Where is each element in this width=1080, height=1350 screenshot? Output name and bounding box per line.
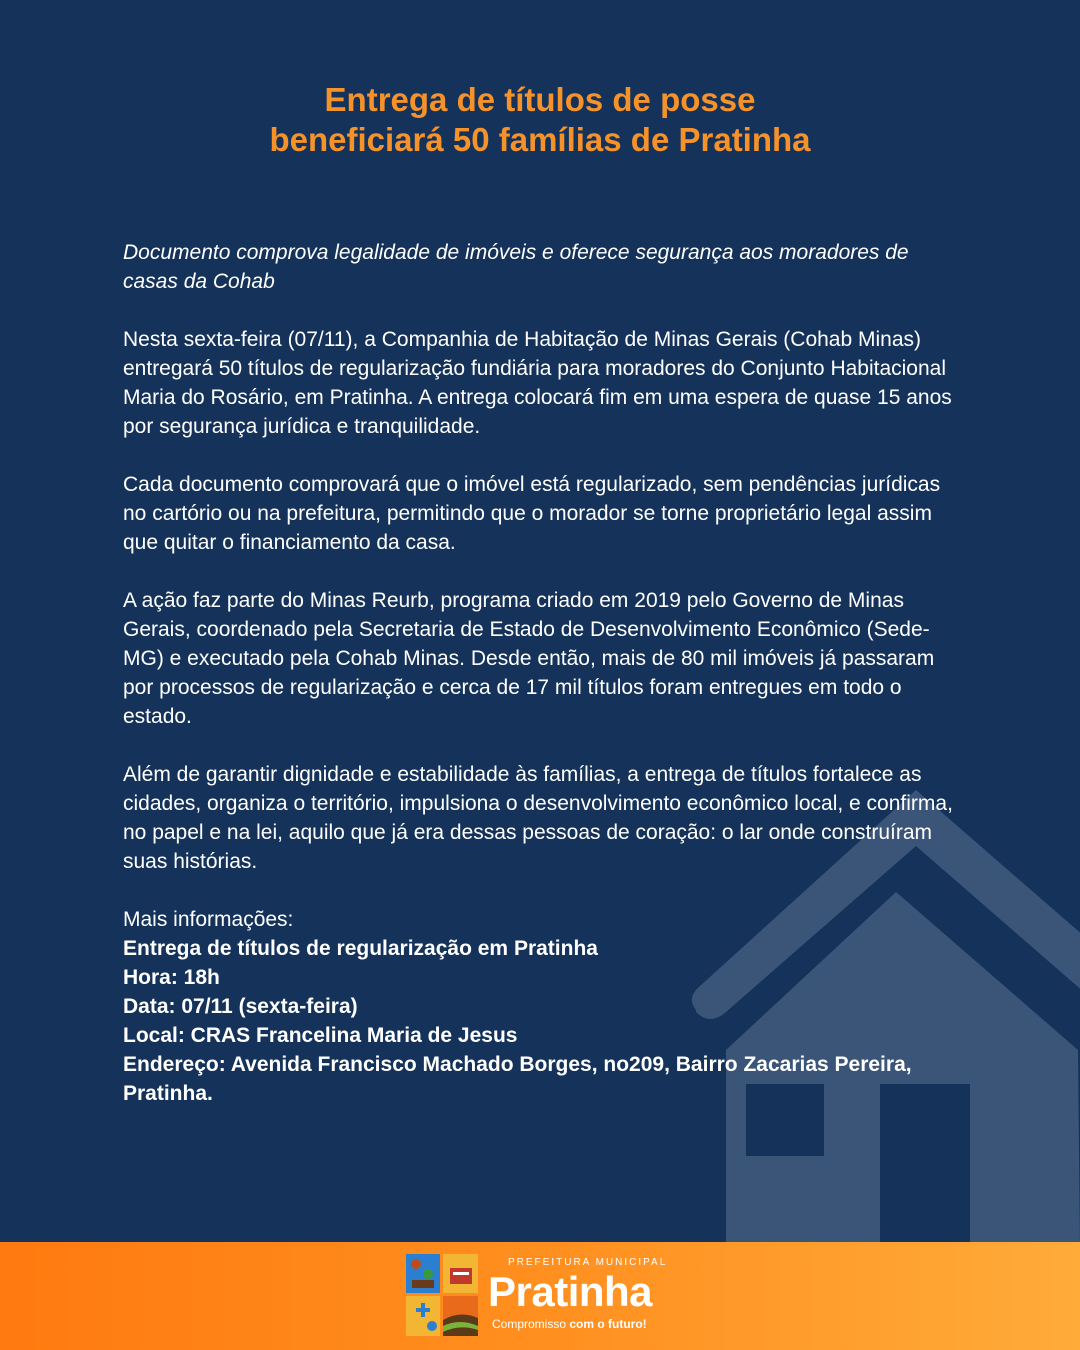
event-info [123,905,963,1108]
lede: Documento comprova legalidade de imóveis e oferece segurança aos moradores de casas da Cohab [123,241,909,293]
brand-slogan [488,1316,708,1332]
article-body [123,238,963,1108]
headline-line-2: beneficiará 50 famílias de Pratinha [269,121,811,158]
slogan-regular: Compromisso [492,1317,570,1331]
info-heading: Mais informações: [123,908,294,931]
info-event: Entrega de títulos de regularização em Pratinha [123,937,598,960]
info-address: Endereço: Avenida Francisco Machado Borges, no209, Bairro Zacarias Pereira, Pratinha. [123,1053,912,1105]
info-date: Data: 07/11 (sexta-feira) [123,995,358,1018]
info-time: Hora: 18h [123,966,220,989]
paragraph-3: A ação faz parte do Minas Reurb, programa criado em 2019 pelo Governo de Minas Gerais, coordenado pela Secretaria de Estado de Desenvolvimento Econômico (Sede-MG) e executado pela Cohab Minas. Desde então, mais de 80 mil imóveis já passaram por processos de regularização e cerca de 17 mil títulos foram entregues em todo o estado. [123,589,935,728]
info-place: Local: CRAS Francelina Maria de Jesus [123,1024,518,1047]
brand-name: Pratinha [488,1268,653,1315]
brand-logo [488,1256,708,1332]
headline [0,80,1080,160]
footer-bar [0,1242,1080,1350]
pratinha-logo-grid-icon [406,1254,478,1336]
headline-line-1: Entrega de títulos de posse [324,81,756,118]
brand-pre-title: PREFEITURA MUNICIPAL [508,1257,668,1268]
paragraph-1: Nesta sexta-feira (07/11), a Companhia de Habitação de Minas Gerais (Cohab Minas) entregará 50 títulos de regularização fundiária para moradores do Conjunto Habitacional Maria do Rosário, em Pratinha. A entrega colocará fim em uma espera de quase 15 anos por segurança jurídica e tranquilidade. [123,328,952,438]
paragraph-2: Cada documento comprovará que o imóvel está regularizado, sem pendências jurídicas no cartório ou na prefeitura, permitindo que o morador se torne proprietário legal assim que quitar o financiamento da casa. [123,473,941,554]
slogan-bold: com o futuro! [569,1317,647,1331]
paragraph-4: Além de garantir dignidade e estabilidade às famílias, a entrega de títulos fortalece as cidades, organiza o território, impulsiona o desenvolvimento econômico local, e confirma, no papel e na lei, aquilo que já era dessas pessoas de coração: o lar onde construíram suas histórias. [123,763,953,873]
